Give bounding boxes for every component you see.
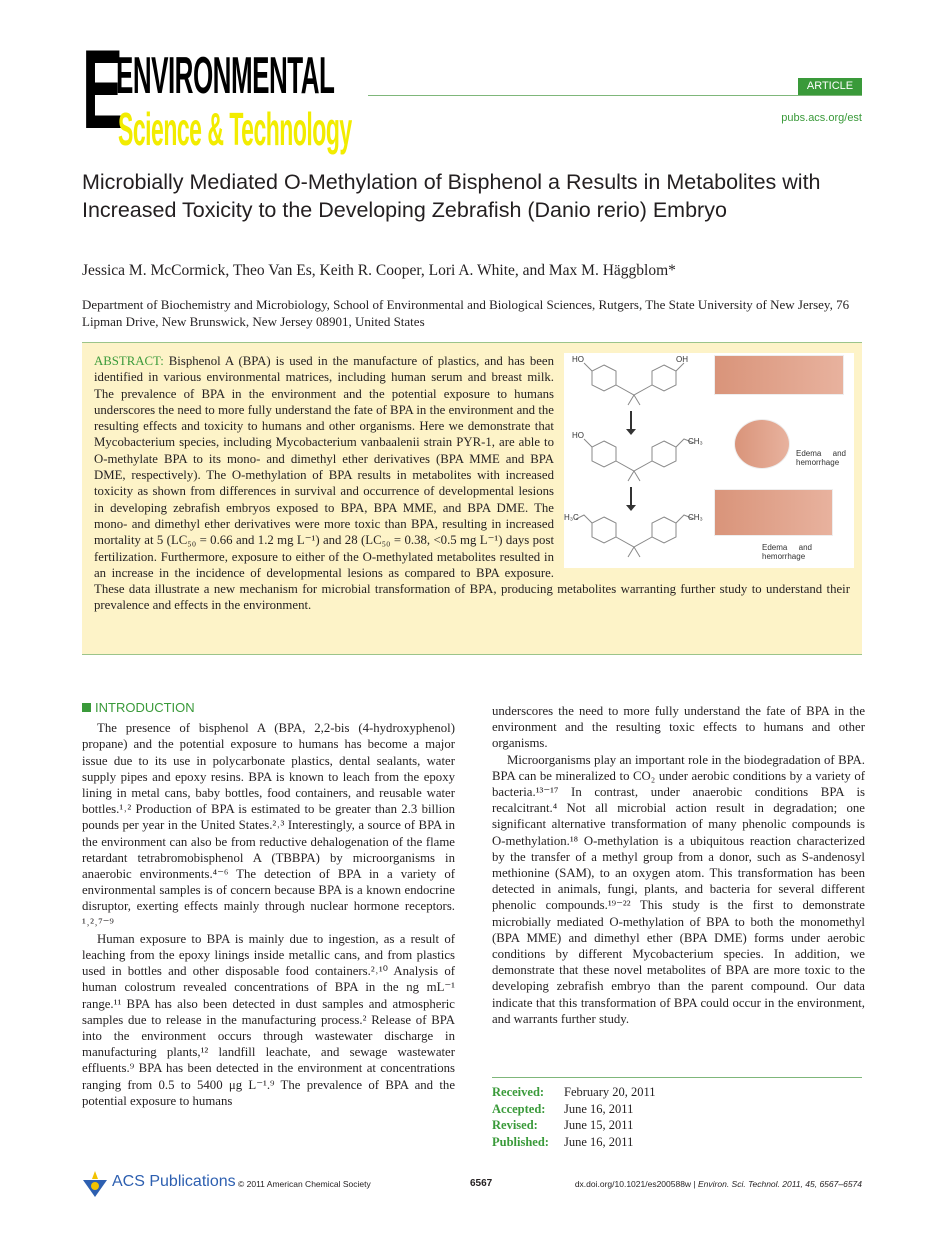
toc-graphic: [564, 353, 854, 568]
chem-label: H₃C: [564, 513, 579, 522]
logo-line1: ENVIRONMENTAL: [116, 47, 335, 105]
logo-e: E: [82, 27, 124, 152]
publication-dates: [492, 1077, 862, 1150]
copyright: © 2011 American Chemical Society: [238, 1179, 371, 1189]
date-value: June 16, 2011: [564, 1101, 634, 1116]
header-divider: [368, 95, 862, 96]
zebrafish-photo-mme: [734, 419, 790, 469]
chem-label: HO: [572, 355, 584, 364]
affiliation: Department of Biochemistry and Microbiology, School of Environmental and Biological Sciences, Rutgers, The State University of New Jersey, 76 Lipman Drive, New Brunswick, New Jersey 08901, United States: [82, 297, 850, 329]
figure-caption-2: Edema and hemorrhage: [762, 543, 812, 561]
paragraph: Microorganisms play an important role in the biodegradation of BPA. BPA can be mineralized to CO₂ under aerobic conditions by a variety of bacteria.¹³⁻¹⁷ In contrast, under anaerobic conditions BPA is recalcitrant.⁴ Not all microbial action result in degradation; one significant alternative transformation of many phenolic compounds is O-methylation.¹⁸ O-methylation is a ubiquitous reaction characterized by the transfer of a methyl group from a donor, such as S-andenosyl methionine (SAM), to an oxygen atom. This transformation has been detected in animals, fungi, plants, and bacteria for several different phenolic compounds.¹⁹⁻²² This study is the first to demonstrate microbially mediated O-methylation of BPA to both the monomethyl (BPA MME) and dimethyl ether (BPA DME) forms under aerobic conditions by different Mycobacterium species. In addition, we demonstrate that these novel metabolites of BPA are more toxic to the developing zebrafish embryo than the parent compound. Our data indicate that this transformation of BPA could occur in the environment, and warrants further study.: [492, 752, 865, 1026]
date-value: February 20, 2011: [564, 1085, 656, 1099]
chem-label: HO: [572, 431, 584, 440]
journal-citation: Environ. Sci. Technol. 2011, 45, 6567–6574: [698, 1179, 862, 1189]
acs-logo-icon: [82, 1170, 108, 1198]
figure-caption-1: Edema and hemorrhage: [796, 449, 846, 467]
section-heading-introduction: [82, 700, 455, 716]
journal-url[interactable]: pubs.acs.org/est: [781, 112, 862, 124]
chem-label: CH₃: [688, 513, 703, 522]
abstract-box: [82, 342, 862, 655]
bpa-dme-structure: [572, 509, 697, 559]
chem-label: OH: [676, 355, 688, 364]
citation: dx.doi.org/10.1021/es200588w | Environ. Sci. Technol. 2011, 45, 6567–6574: [574, 1179, 862, 1189]
date-label: Revised:: [492, 1118, 538, 1132]
section-heading-text: INTRODUCTION: [95, 700, 195, 715]
chem-label: CH₃: [688, 437, 703, 446]
bpa-mme-structure: [572, 433, 697, 483]
paragraph: The presence of bisphenol A (BPA, 2,2-bis (4-hydroxyphenol) propane) and the potential exposure to humans has become a major issue due to its use in polycarbonate plastics, dental sealants, water supply pipes and epoxy resins. BPA is known to leach from the epoxy lining in metal cans, baby bottles, food containers, and reusable water bottles.¹˒² Production of BPA is estimated to be greater than 2.3 billion pounds per year in the United States.²˒³ Interestingly, a source of BPA in the environment can also be from reductive dehalogenation of the flame retardant tetrabromobisphenol A (TBBPA) by microorganisms in anaerobic environments.⁴⁻⁶ The detection of BPA in a variety of environmental samples is of concern because BPA is a known endocrine disruptor, exerting effects mainly through nuclear hormone receptors. ¹˒²˒⁷⁻⁹: [82, 721, 455, 930]
abstract-text: Bisphenol A (BPA) is used in the manufacture of plastics, and has been identified in various environmental matrices, including human serum and breast milk. The prevalence of BPA in the environment and the potential exposure to humans underscores the need to more fully understand the fate of BPA in the environment and the resulting effects and toxicity to humans and other organisms. Here we demonstrate that Mycobacterium species, including Mycobacterium vanbaalenii strain PYR-1, are able to O-methylate BPA to its mono- and dimethyl ether derivatives (BPA MME and BPA DME, respectively). The O-methylation of BPA results in metabolites with increased toxicity as shown from differences in survival and occurrence of developmental lesions in developing zebrafish embryos exposed to BPA, BPA MME, and BPA DME. The mono- and dimethyl ether derivatives were more toxic than BPA, resulting in increased mortality at 5 (LC₅₀ = 0.66 and 1.2 mg L⁻¹) and 28 (LC₅₀ = 0.38, <0.5 mg L⁻¹) days post fertilization. Furthermore, exposure to either of the O-methylated metabolites resulted in an increase in the incidence of developmental lesions as compared to BPA exposure. These data illustrate a new mechanism for microbial transformation of BPA, producing metabolites warranting further study to understand their prevalence and effects in the environment.: [94, 354, 850, 613]
date-row: [492, 1117, 862, 1134]
abstract-label: ABSTRACT:: [94, 354, 164, 368]
left-column: [82, 700, 455, 1109]
journal-logo: [82, 27, 362, 155]
zebrafish-photo-control: [714, 355, 844, 395]
logo-line2: Science & Technology: [118, 103, 352, 155]
zebrafish-photo-dme: [714, 489, 833, 536]
publisher-name[interactable]: ACS Publications: [112, 1173, 236, 1190]
arrow-down-icon: [630, 411, 632, 431]
doi-link[interactable]: dx.doi.org/10.1021/es200588w: [574, 1179, 692, 1189]
date-row: [492, 1134, 862, 1151]
date-value: June 16, 2011: [564, 1134, 634, 1149]
date-value: June 15, 2011: [564, 1118, 634, 1132]
page-number: 6567: [470, 1178, 493, 1189]
date-row: [492, 1101, 862, 1118]
article-title: Microbially Mediated O-Methylation of Bisphenol a Results in Metabolites with Increased Toxicity to the Developing Zebrafish (Danio rerio) Embryo: [82, 170, 821, 222]
arrow-down-icon: [630, 487, 632, 507]
date-label: Received:: [492, 1085, 545, 1099]
date-label: Published:: [492, 1134, 549, 1149]
date-row: [492, 1084, 862, 1101]
right-column: [492, 703, 865, 1027]
date-label: Accepted:: [492, 1101, 546, 1116]
article-type-badge: ARTICLE: [798, 78, 862, 95]
paragraph: Human exposure to BPA is mainly due to ingestion, as a result of leaching from the epoxy linings inside metallic cans, and from plastics used in bottles and other disposable food containers.²˒¹⁰ Analysis of human colostrum revealed concentrations of BPA in the ng mL⁻¹ range.¹¹ BPA has also been detected in dust samples and atmospheric samples due to release in the manufacturing process.² Release of BPA into the environment occurs through wastewater discharge in manufacturing plants,¹² landfill leachate, and sewage wastewater effluents.⁹ BPA has been detected in the environment at concentrations ranging from 0.5 to 5400 μg L⁻¹.⁹ The prevalence of BPA and the potential exposure to humans: [82, 931, 455, 1108]
paragraph: underscores the need to more fully understand the fate of BPA in the environment and the resulting toxic effects to humans and other organisms.: [492, 704, 865, 751]
page-footer: [82, 1170, 862, 1198]
bpa-structure: [572, 357, 697, 407]
section-square-icon: [82, 703, 91, 712]
authors: Jessica M. McCormick, Theo Van Es, Keith R. Cooper, Lori A. White, and Max M. Häggblom*: [82, 262, 676, 279]
